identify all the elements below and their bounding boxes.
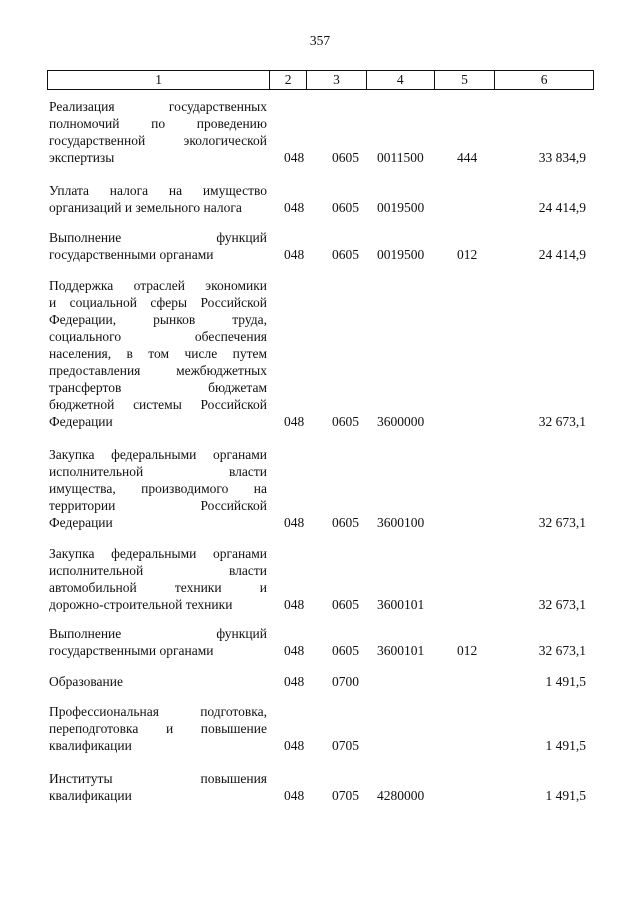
row-col-5: 012 — [457, 643, 478, 658]
row-name — [49, 98, 267, 166]
row-col-2: 048 — [284, 674, 305, 689]
row-name-line: Выполнение функций — [49, 626, 267, 641]
row-name-line: государственными органами — [49, 643, 214, 658]
row-name — [49, 229, 267, 263]
page-number: 357 — [309, 33, 331, 48]
row-name-line: социального обеспечения — [49, 329, 267, 344]
row-name-line: Федерации — [49, 414, 113, 429]
row-name — [49, 770, 267, 804]
row-col-6: 32 673,1 — [538, 597, 586, 612]
table-row — [47, 545, 594, 613]
row-name-line: территории Российской — [49, 498, 267, 513]
row-col-2: 048 — [284, 788, 305, 803]
row-col-2: 048 — [284, 643, 305, 658]
row-col-2: 048 — [284, 515, 305, 530]
row-col-3: 0705 — [332, 738, 359, 753]
row-name-line: трансфертов бюджетам — [49, 380, 267, 395]
row-name — [49, 673, 267, 690]
row-name — [49, 625, 267, 659]
row-name-line: организаций и земельного налога — [49, 200, 242, 215]
row-col-6: 1 491,5 — [545, 788, 586, 803]
header-col-5: 5 — [435, 71, 496, 89]
row-name — [49, 182, 267, 216]
row-col-3: 0605 — [332, 200, 359, 215]
table-row — [47, 625, 594, 659]
row-name — [49, 703, 267, 754]
row-col-4: 4280000 — [377, 788, 425, 803]
row-name-line: населения, в том числе путем — [49, 346, 267, 361]
row-col-2: 048 — [284, 150, 305, 165]
table-row — [47, 98, 594, 166]
row-name-line: государственной экологической — [49, 133, 267, 148]
header-col-6: 6 — [540, 72, 548, 87]
row-name-line: Федерации — [49, 515, 113, 530]
row-col-3: 0605 — [332, 643, 359, 658]
row-name-line: экспертизы — [49, 150, 115, 165]
row-col-3: 0605 — [332, 247, 359, 262]
row-col-2: 048 — [284, 414, 305, 429]
row-name-line: автомобильной техники и — [49, 580, 267, 595]
row-col-4: 3600100 — [377, 515, 425, 530]
table-row — [47, 277, 594, 430]
table-row — [47, 229, 594, 263]
row-col-6: 1 491,5 — [545, 674, 586, 689]
row-name-line: и социальной сферы Российской — [49, 295, 267, 310]
row-col-2: 048 — [284, 200, 305, 215]
row-name-line: исполнительной власти — [49, 563, 267, 578]
row-col-2: 048 — [284, 597, 305, 612]
row-col-4: 3600000 — [377, 414, 425, 429]
row-name-line: Закупка федеральными органами — [49, 447, 267, 462]
row-col-3: 0700 — [332, 674, 359, 689]
row-col-6: 1 491,5 — [545, 738, 586, 753]
table-header — [47, 70, 594, 90]
header-col-4: 4 — [367, 71, 435, 89]
row-col-4: 0011500 — [377, 150, 424, 165]
row-col-6: 32 673,1 — [538, 414, 586, 429]
row-name-line: Институты повышения — [49, 771, 267, 786]
table-row — [47, 446, 594, 531]
row-col-2: 048 — [284, 738, 305, 753]
row-col-2: 048 — [284, 247, 305, 262]
row-name-line: исполнительной власти — [49, 464, 267, 479]
table-row — [47, 770, 594, 804]
row-col-3: 0705 — [332, 788, 359, 803]
table-row — [47, 182, 594, 216]
row-name-line: Поддержка отраслей экономики — [49, 278, 267, 293]
row-name-line: имущества, производимого на — [49, 481, 267, 496]
row-name-line: дорожно-строительной техники — [49, 597, 233, 612]
row-col-3: 0605 — [332, 150, 359, 165]
row-col-4: 0019500 — [377, 200, 425, 215]
header-col-1: 1 — [48, 71, 270, 89]
row-col-3: 0605 — [332, 597, 359, 612]
row-name-line: бюджетной системы Российской — [49, 397, 267, 412]
row-name-line: Выполнение функций — [49, 230, 267, 245]
row-col-6: 32 673,1 — [538, 515, 586, 530]
row-name-line: переподготовка и повышение — [49, 721, 267, 736]
row-name-line: Уплата налога на имущество — [49, 183, 267, 198]
row-name-line: квалификации — [49, 788, 132, 803]
row-col-3: 0605 — [332, 414, 359, 429]
row-name-line: Реализация государственных — [49, 99, 267, 114]
header-col-3: 3 — [307, 71, 367, 89]
row-name-line: полномочий по проведению — [49, 116, 267, 131]
header-col-2: 2 — [270, 71, 307, 89]
row-name-line: государственными органами — [49, 247, 214, 262]
row-name — [49, 545, 267, 613]
row-name-line: Федерации, рынков труда, — [49, 312, 267, 327]
row-name-line: Образование — [49, 674, 123, 689]
row-col-5: 012 — [457, 247, 478, 262]
row-col-6: 33 834,9 — [538, 150, 586, 165]
row-col-6: 24 414,9 — [538, 247, 586, 262]
table-row — [47, 703, 594, 754]
row-col-4: 3600101 — [377, 597, 425, 612]
row-name-line: Профессиональная подготовка, — [49, 704, 267, 719]
row-name — [49, 446, 267, 531]
row-col-3: 0605 — [332, 515, 359, 530]
row-col-5: 444 — [457, 150, 478, 165]
row-col-4: 0019500 — [377, 247, 425, 262]
row-name — [49, 277, 267, 430]
row-col-6: 24 414,9 — [538, 200, 586, 215]
row-name-line: предоставления межбюджетных — [49, 363, 267, 378]
row-name-line: Закупка федеральными органами — [49, 546, 267, 561]
row-col-4: 3600101 — [377, 643, 425, 658]
row-col-6: 32 673,1 — [538, 643, 586, 658]
row-name-line: квалификации — [49, 738, 132, 753]
table-row — [47, 673, 594, 690]
